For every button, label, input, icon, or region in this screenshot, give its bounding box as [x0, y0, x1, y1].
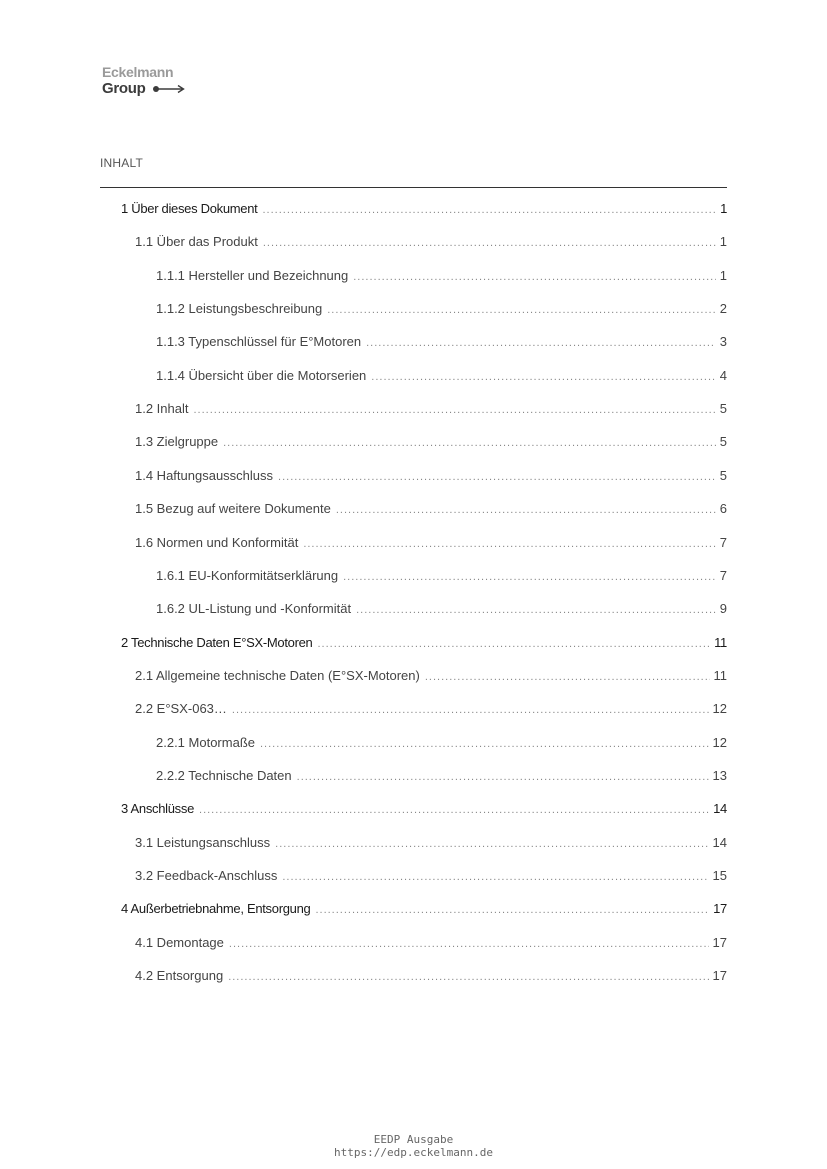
toc-entry-page-number: 3 — [719, 334, 727, 350]
toc-entry-page-number: 9 — [719, 601, 727, 617]
toc-entry[interactable] — [121, 800, 727, 819]
toc-entry[interactable] — [135, 667, 727, 686]
toc-entry[interactable] — [135, 467, 727, 486]
toc-entry-page-number: 7 — [719, 534, 727, 550]
toc-entry-label: 2.2.2 Technische Daten — [156, 767, 292, 783]
toc-dot-leader — [263, 234, 716, 252]
toc-entry-label: 1.6 Normen und Konformität — [135, 534, 299, 550]
toc-entry-page-number: 12 — [712, 734, 727, 750]
toc-entry-page-number: 7 — [719, 567, 727, 583]
toc-entry[interactable] — [135, 534, 727, 553]
toc-entry-label: 2.1 Allgemeine technische Daten (E°SX-Motoren) — [135, 667, 420, 683]
toc-entry-page-number: 2 — [719, 301, 727, 317]
toc-dot-leader — [229, 935, 709, 953]
toc-entry-label: 1.2 Inhalt — [135, 401, 189, 417]
toc-dot-leader — [262, 201, 716, 219]
toc-entry-label: 4.2 Entsorgung — [135, 968, 224, 984]
toc-entry[interactable] — [135, 400, 727, 419]
footer-edition: EEDP Ausgabe — [373, 1133, 454, 1146]
toc-entry[interactable] — [135, 834, 727, 853]
toc-entry-page-number: 17 — [712, 934, 727, 950]
toc-entry-label: 2.2 E°SX-063… — [135, 701, 227, 717]
toc-heading: INHALT — [100, 156, 143, 170]
toc-entry-label: 3 Anschlüsse — [121, 801, 195, 817]
toc-entry-page-number: 1 — [720, 201, 727, 216]
toc-dot-leader — [282, 868, 708, 886]
toc-entry[interactable] — [156, 267, 727, 286]
toc-entry[interactable] — [121, 200, 727, 219]
toc-entry-label: 2.2.1 Motormaße — [156, 734, 255, 750]
toc-dot-leader — [336, 501, 716, 519]
page-footer — [0, 1133, 827, 1159]
toc-entry-page-number: 14 — [712, 834, 727, 850]
toc-entry-page-number: 17 — [712, 968, 727, 984]
toc-entry-label: 1.6.1 EU-Konformitätserklärung — [156, 567, 339, 583]
toc-entry-page-number: 1 — [719, 267, 727, 283]
toc-entry-page-number: 11 — [714, 634, 727, 650]
toc-entry-label: 1.1.4 Übersicht über die Motorserien — [156, 367, 367, 383]
toc-dot-leader — [297, 768, 709, 786]
toc-entry-page-number: 14 — [713, 801, 727, 817]
toc-dot-leader — [194, 401, 716, 419]
toc-entry-page-number: 1 — [719, 234, 727, 250]
toc-entry-label: 1.3 Zielgruppe — [135, 434, 219, 450]
toc-dot-leader — [425, 668, 710, 686]
toc-dot-leader — [353, 268, 716, 286]
logo-text-group-label: Group — [102, 80, 146, 97]
toc-entry[interactable] — [135, 967, 727, 986]
toc-entry[interactable] — [156, 600, 727, 619]
toc-entry-label: 1.1.3 Typenschlüssel für E°Motoren — [156, 334, 362, 350]
toc-entry-label: 2 Technische Daten E°SX-Motoren — [121, 634, 313, 650]
toc-entry-label: 4.1 Demontage — [135, 934, 224, 950]
toc-entry[interactable] — [135, 700, 727, 719]
toc-entry[interactable] — [156, 300, 727, 319]
toc-dot-leader — [232, 701, 709, 719]
toc-dot-leader — [318, 635, 711, 653]
toc-dot-leader — [327, 301, 716, 319]
toc-entry-label: 1.6.2 UL-Listung und -Konformität — [156, 601, 352, 617]
toc-dot-leader — [199, 801, 709, 819]
toc-entry-label: 4 Außerbetriebnahme, Entsorgung — [121, 901, 311, 917]
toc-entry-label: 3.1 Leistungsanschluss — [135, 834, 271, 850]
toc-entry[interactable] — [156, 567, 727, 586]
toc-entry[interactable] — [135, 867, 727, 886]
toc-entry-page-number: 6 — [719, 501, 727, 517]
toc-entry-label: 1 Über dieses Dokument — [121, 201, 258, 216]
toc-entry-label: 1.1.2 Leistungsbeschreibung — [156, 301, 323, 317]
toc-dot-leader — [356, 601, 716, 619]
toc-entry-page-number: 12 — [712, 701, 727, 717]
toc-entry[interactable] — [121, 634, 727, 653]
toc-dot-leader — [223, 434, 716, 452]
toc-entry[interactable] — [156, 767, 727, 786]
toc-entry[interactable] — [156, 734, 727, 753]
toc-entry[interactable] — [135, 433, 727, 452]
toc-entry[interactable] — [135, 500, 727, 519]
toc-dot-leader — [343, 568, 716, 586]
toc-entry-page-number: 5 — [719, 401, 727, 417]
toc-entry[interactable] — [135, 233, 727, 252]
toc-entry-label: 3.2 Feedback-Anschluss — [135, 868, 278, 883]
toc-entry-page-number: 17 — [713, 901, 727, 917]
toc-dot-leader — [260, 735, 709, 753]
toc-entry-page-number: 5 — [719, 434, 727, 450]
toc-entry[interactable] — [121, 900, 727, 919]
toc-entry-page-number: 5 — [719, 467, 727, 483]
toc-entry-page-number: 11 — [713, 667, 727, 683]
toc-entry[interactable] — [156, 333, 727, 352]
toc-dot-leader — [366, 334, 716, 352]
toc-dot-leader — [371, 368, 715, 386]
toc-dot-leader — [303, 535, 715, 553]
toc-entry[interactable] — [135, 934, 727, 953]
toc-entry-label: 1.5 Bezug auf weitere Dokumente — [135, 501, 331, 517]
toc-dot-leader — [228, 968, 708, 986]
logo-text-eckelmann: Eckelmann — [102, 64, 174, 80]
toc-dot-leader — [315, 901, 709, 919]
toc-entry-page-number: 13 — [712, 767, 727, 783]
toc-entry-page-number: 4 — [719, 367, 727, 383]
toc-entry-label: 1.1.1 Hersteller und Bezeichnung — [156, 267, 349, 283]
toc-entry-label: 1.1 Über das Produkt — [135, 234, 258, 250]
toc-dot-leader — [275, 835, 708, 853]
toc-dot-leader — [278, 468, 716, 486]
toc-entry[interactable] — [156, 367, 727, 386]
toc-entry-page-number: 15 — [712, 868, 727, 883]
footer-url[interactable]: https://edp.eckelmann.de — [334, 1146, 493, 1159]
toc-entry-label: 1.4 Haftungsausschluss — [135, 467, 274, 483]
